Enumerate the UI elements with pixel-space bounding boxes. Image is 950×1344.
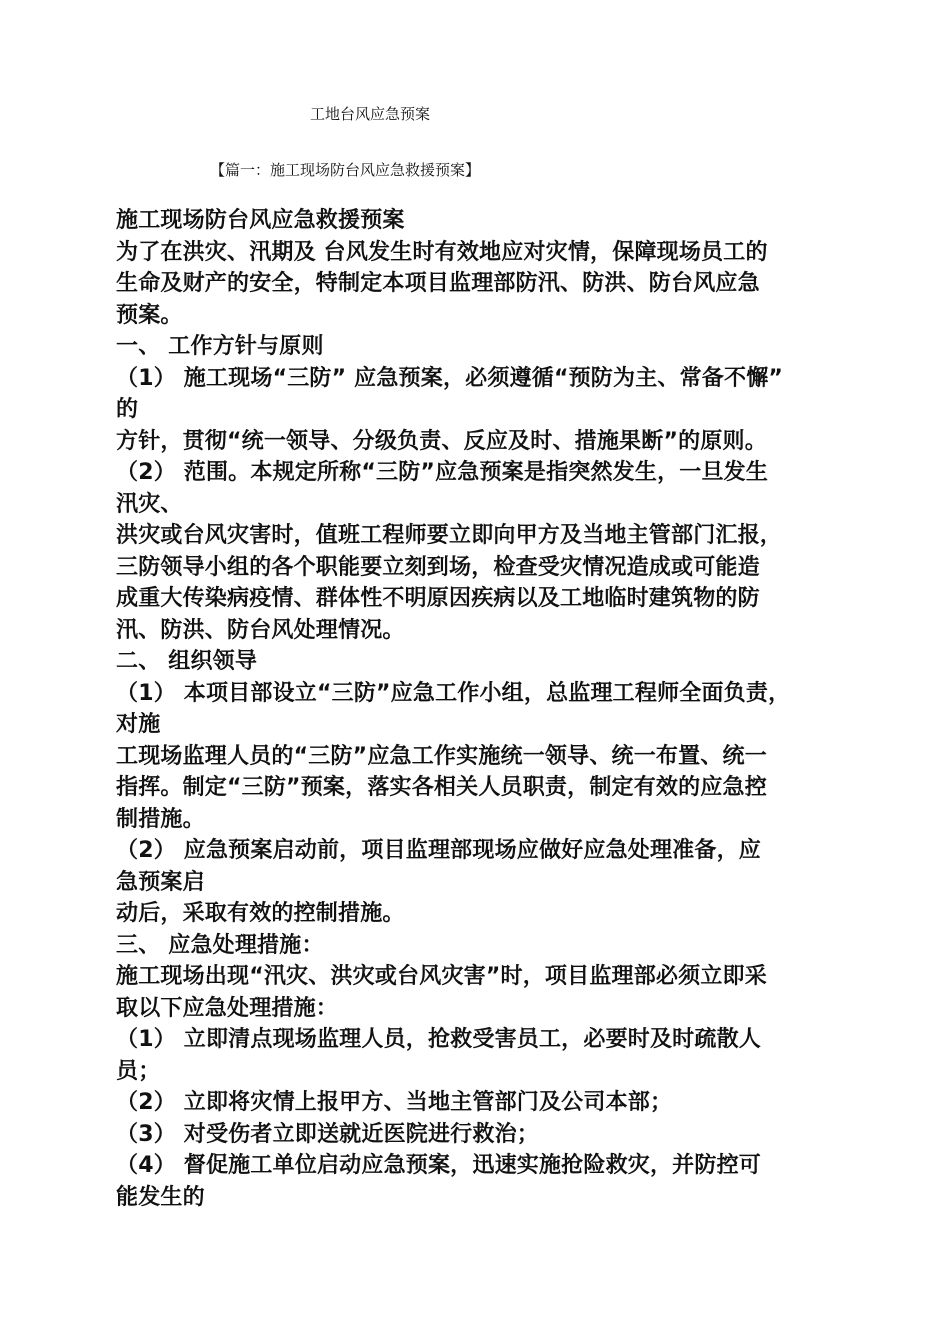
section-heading: 一、 工作方针与原则	[116, 334, 324, 359]
text-line: （2） 立即将灾情上报甲方、当地主管部门及公司本部；	[116, 1090, 673, 1115]
document-body	[116, 205, 846, 1213]
text-line: 施工现场出现“汛灾、洪灾或台风灾害”时，项目监理部必须立即采	[116, 964, 767, 989]
text-line: 员；	[116, 1058, 161, 1084]
text-line: 能发生的	[116, 1184, 205, 1210]
text-line: 动后，采取有效的控制措施。	[116, 901, 405, 926]
text-line: （3） 对受伤者立即送就近医院进行救治；	[116, 1121, 539, 1147]
text-line: 汛、防洪、防台风处理情况。	[116, 617, 405, 643]
text-line: 汛灾、	[116, 491, 183, 517]
document-subtitle: 【篇一：施工现场防台风应急救援预案】	[210, 161, 481, 179]
text-line: （1） 施工现场“三防” 应急预案，必须遵循“预防为主、常备不懈”	[116, 365, 784, 391]
text-line: （4） 督促施工单位启动应急预案，迅速实施抢险救灾，并防控可	[116, 1153, 761, 1178]
section-heading: 施工现场防台风应急救援预案	[116, 208, 405, 233]
text-line: （2） 范围。本规定所称“三防”应急预案是指突然发生，一旦发生	[116, 460, 769, 485]
text-line: （1） 立即清点现场监理人员，抢救受害员工，必要时及时疏散人	[116, 1027, 761, 1052]
text-line: 三防领导小组的各个职能要立刻到场，检查受灾情况造成或可能造	[116, 554, 760, 580]
text-line: 指挥。制定“三防”预案，落实各相关人员职责，制定有效的应急控	[116, 775, 767, 800]
text-line: 急预案启	[116, 869, 205, 895]
text-line: 对施	[116, 712, 161, 737]
text-line: （1） 本项目部设立“三防”应急工作小组，总监理工程师全面负责，	[116, 680, 791, 706]
text-line: 方针，贯彻“统一领导、分级负责、反应及时、措施果断”的原则。	[116, 428, 767, 454]
text-line: 的	[116, 397, 139, 422]
text-line: 为了在洪灾、汛期及 台风发生时有效地应对灾情，保障现场员工的	[116, 239, 768, 265]
text-line: （2） 应急预案启动前，项目监理部现场应做好应急处理准备，应	[116, 838, 761, 863]
section-heading: 二、 组织领导	[116, 649, 258, 674]
text-line: 取以下应急处理措施：	[116, 995, 339, 1021]
text-line: 洪灾或台风灾害时，值班工程师要立即向甲方及当地主管部门汇报，	[116, 523, 783, 548]
text-line: 工现场监理人员的“三防”应急工作实施统一领导、统一布置、统一	[116, 743, 767, 769]
section-heading: 三、 应急处理措施：	[116, 932, 324, 958]
text-line: 制措施。	[116, 806, 205, 832]
text-line: 生命及财产的安全，特制定本项目监理部防汛、防洪、防台风应急	[116, 271, 760, 296]
text-line: 预案。	[116, 302, 183, 328]
document-title: 工地台风应急预案	[310, 105, 431, 123]
text-line: 成重大传染病疫情、群体性不明原因疾病以及工地临时建筑物的防	[116, 586, 760, 611]
